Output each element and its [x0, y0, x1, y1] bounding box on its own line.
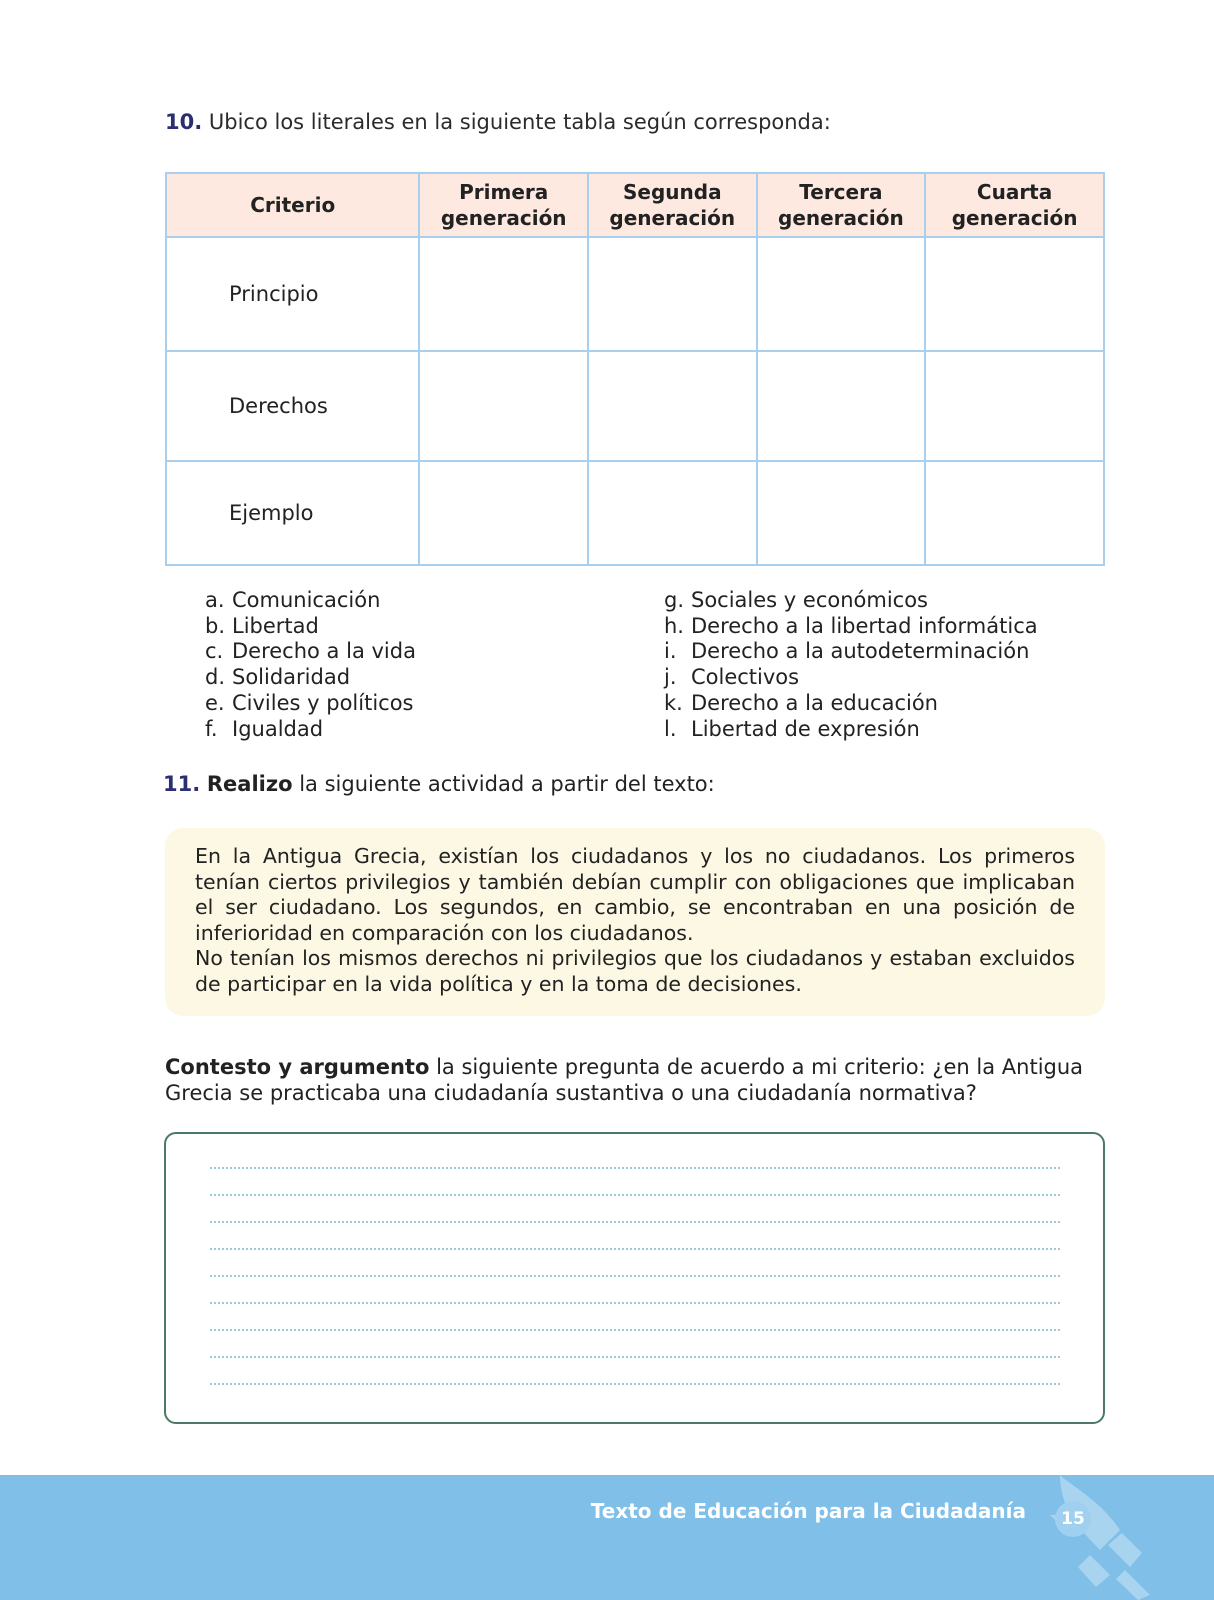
list-item: g. Sociales y económicos [664, 588, 928, 612]
answer-cell[interactable] [757, 237, 926, 351]
instruction-verb: Realizo [206, 772, 293, 796]
table-row [166, 461, 1104, 565]
footer-title: Texto de Educación para la Ciudadanía [590, 1499, 1026, 1523]
row-label-derechos: Derechos [166, 351, 419, 461]
writing-line [210, 1167, 1060, 1169]
answer-cell[interactable] [588, 351, 757, 461]
question-11-prompt [163, 772, 715, 796]
rocket-icon [1030, 1475, 1214, 1600]
question-text: la siguiente pregunta de acuerdo a mi criterio: ¿en la Antigua Grecia se practicaba una ciudadanía sustantiva o una ciudadanía normativa? [165, 1055, 1084, 1105]
list-item: j. Colectivos [664, 665, 800, 690]
list-item: h. Derecho a la libertad informática [664, 613, 1038, 638]
options-list-left [205, 588, 416, 742]
answer-cell[interactable] [419, 237, 588, 351]
passage-paragraph: No tenían los mismos derechos ni privilegios que los ciudadanos y estaban excluidos de participar en la vida política y en la toma de decisiones. [195, 946, 1075, 996]
generations-table [165, 172, 1105, 566]
header-cuarta: Cuarta generación [925, 173, 1104, 237]
list-item: b. Libertad [205, 613, 319, 638]
page-number: 15 [1055, 1501, 1091, 1537]
header-tercera: Tercera generación [757, 173, 926, 237]
answer-cell[interactable] [588, 461, 757, 565]
reading-passage [165, 828, 1105, 1016]
list-item: i. Derecho a la autodeterminación [664, 639, 1030, 664]
answer-cell[interactable] [588, 237, 757, 351]
header-criterio: Criterio [166, 173, 419, 237]
answer-cell[interactable] [925, 351, 1104, 461]
writing-line [210, 1275, 1060, 1277]
row-label-principio: Principio [166, 237, 419, 351]
answer-cell[interactable] [925, 461, 1104, 565]
list-item: a. Comunicación [205, 588, 381, 612]
list-item: f. Igualdad [205, 716, 324, 741]
answer-cell[interactable] [925, 237, 1104, 351]
answer-cell[interactable] [419, 461, 588, 565]
passage-paragraph: En la Antigua Grecia, existían los ciudadanos y los no ciudadanos. Los primeros tenían ciertos privilegios y también debían cumplir con obligaciones que implicaban el ser ciudadano. Los segundos, en cambio, se encontraban en una posición de inferioridad en comparación con los ciudadanos. [195, 844, 1075, 945]
answer-box[interactable] [164, 1132, 1105, 1424]
list-item: e. Civiles y políticos [205, 690, 414, 715]
list-item: c. Derecho a la vida [205, 639, 416, 664]
table-row [166, 237, 1104, 351]
answer-cell[interactable] [757, 351, 926, 461]
page-footer [0, 1475, 1214, 1600]
writing-line [210, 1194, 1060, 1196]
question-number: 10. [165, 110, 203, 134]
table-header-row [166, 173, 1104, 237]
argument-question [165, 1054, 1105, 1106]
instruction-verb: Contesto y argumento [165, 1055, 430, 1079]
list-item: l. Libertad de expresión [664, 716, 920, 741]
writing-line [210, 1302, 1060, 1304]
row-label-ejemplo: Ejemplo [166, 461, 419, 565]
writing-line [210, 1221, 1060, 1223]
question-number: 11. [163, 772, 201, 796]
answer-cell[interactable] [419, 351, 588, 461]
options-list-right [664, 588, 1038, 742]
writing-line [210, 1356, 1060, 1358]
answer-cell[interactable] [757, 461, 926, 565]
writing-line [210, 1329, 1060, 1331]
writing-line [210, 1383, 1060, 1385]
table-row [166, 351, 1104, 461]
list-item: k. Derecho a la educación [664, 690, 938, 715]
writing-line [210, 1248, 1060, 1250]
question-text: Ubico los literales en la siguiente tabla según corresponda: [208, 110, 831, 134]
header-primera: Primera generación [419, 173, 588, 237]
list-item: d. Solidaridad [205, 665, 351, 690]
header-segunda: Segunda generación [588, 173, 757, 237]
question-10-prompt [165, 110, 831, 134]
question-text: la siguiente actividad a partir del texto: [292, 772, 715, 796]
